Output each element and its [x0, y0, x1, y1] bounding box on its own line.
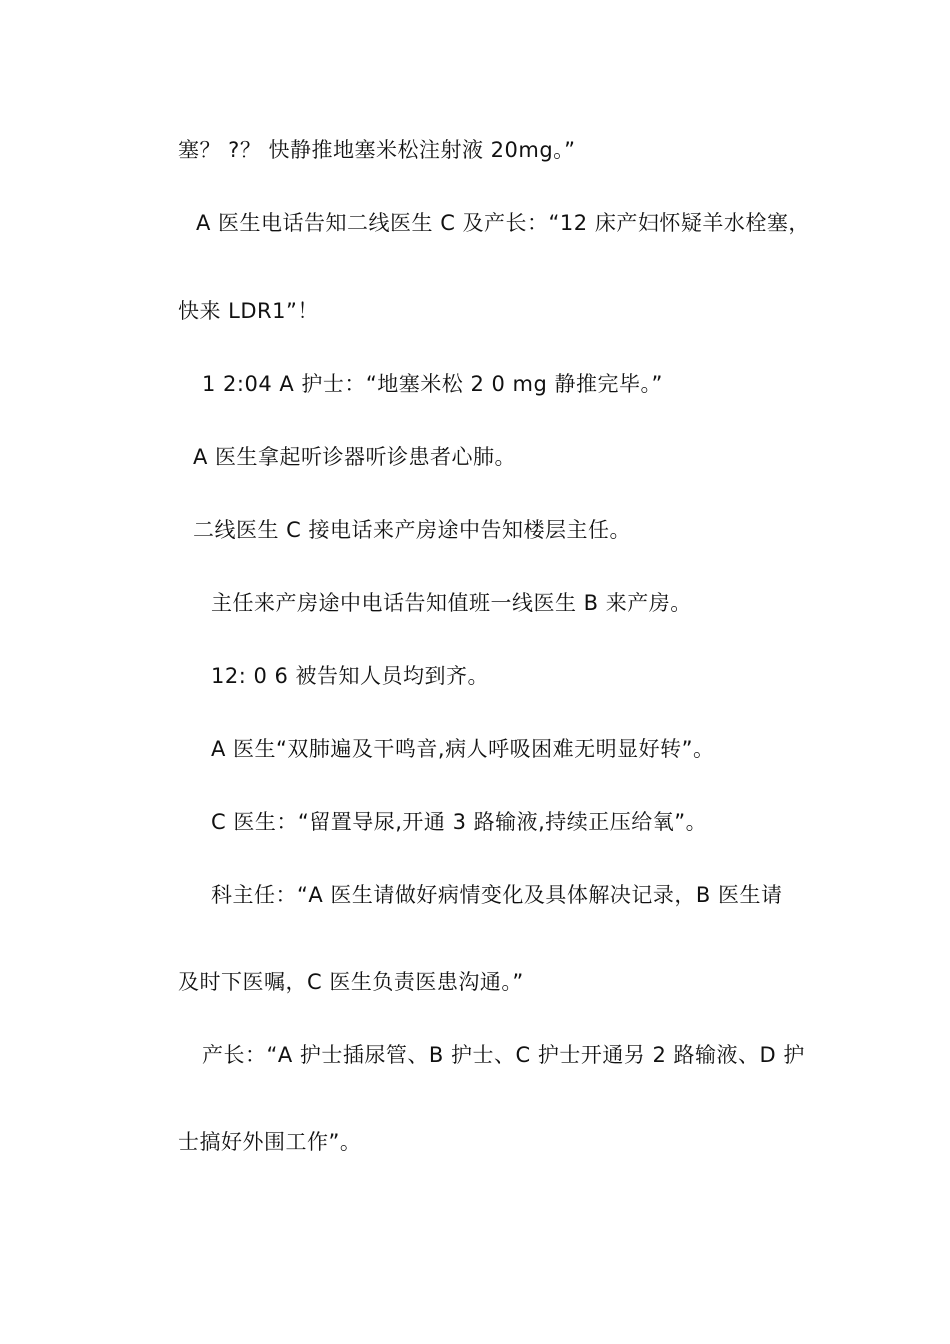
text-line: 士搞好外围工作”。	[178, 1130, 362, 1154]
text-line: 快来 LDR1”！	[178, 299, 319, 323]
text-line: C 医生：“留置导尿,开通 3 路输液,持续正压给氧”。	[211, 810, 708, 834]
text-line: A 医生电话告知二线医生 C 及产长：“12 床产妇怀疑羊水栓塞，	[196, 211, 810, 235]
text-line: 二线医生 C 接电话来产房途中告知楼层主任。	[193, 518, 632, 542]
text-line: 科主任：“A 医生请做好病情变化及具体解决记录，B 医生请	[211, 883, 783, 907]
text-line: A 医生“双肺遍及干鸣音,病人呼吸困难无明显好转”。	[211, 737, 715, 761]
text-line: 12: 0 6 被告知人员均到齐。	[211, 664, 490, 688]
text-line: 1 2:04 A 护士：“地塞米松 2 0 mg 静推完毕。”	[202, 372, 663, 396]
text-line: 产长：“A 护士插尿管、B 护士、C 护士开通另 2 路输液、D 护	[202, 1043, 805, 1067]
text-line: 主任来产房途中电话告知值班一线医生 B 来产房。	[211, 591, 692, 615]
text-line: A 医生拿起听诊器听诊患者心肺。	[193, 445, 517, 469]
text-line: 塞？ ?？ 快静推地塞米松注射液 20mg。”	[178, 138, 576, 162]
text-line: 及时下医嘱，C 医生负责医患沟通。”	[178, 970, 524, 994]
